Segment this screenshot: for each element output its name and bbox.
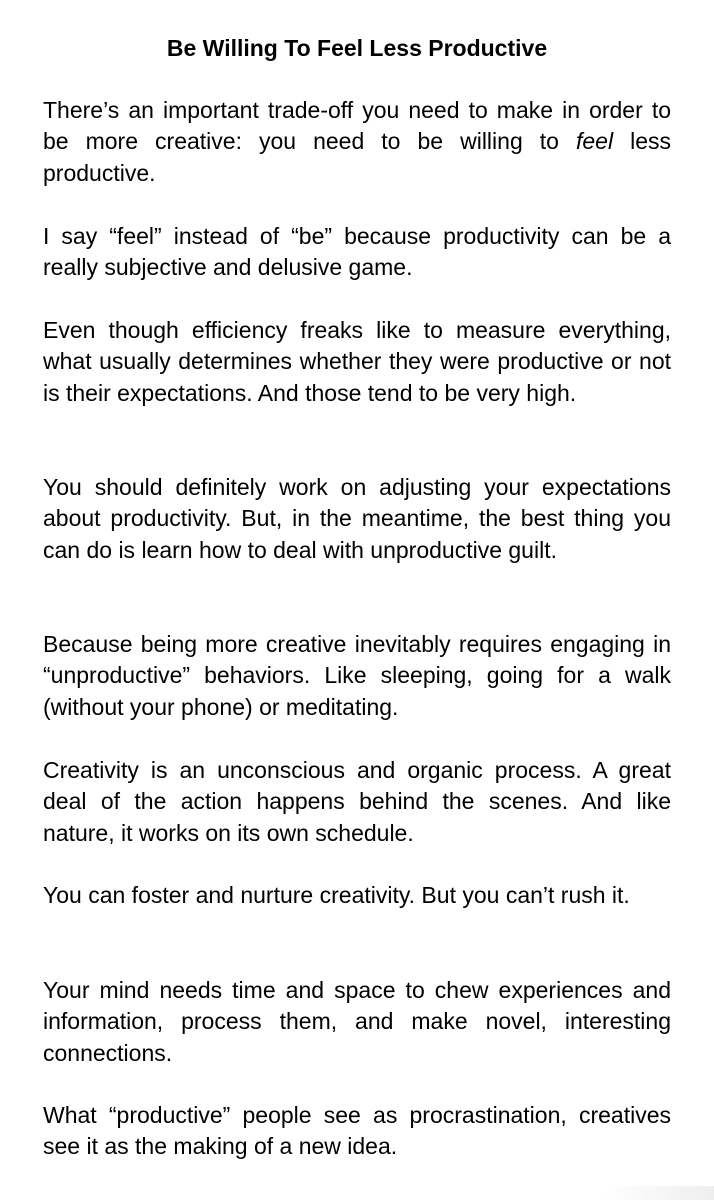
paragraph-1-emphasis: feel	[575, 128, 614, 155]
page-corner-shadow	[604, 1186, 714, 1200]
paragraph-1	[43, 95, 671, 189]
paragraph-1-text-after: less productive.	[43, 128, 672, 186]
paragraph-2: I say “feel” instead of “be” because productivity can be a really subjective and delusive game.	[43, 223, 671, 281]
paragraph-8: Your mind needs time and space to chew experiences and information, process them, and make novel, interesting connections.	[43, 977, 671, 1066]
paragraph-9: What “productive” people see as procrastination, creatives see it as the making of a new idea.	[43, 1102, 671, 1160]
page-title: Be Willing To Feel Less Productive	[166, 35, 548, 61]
paragraph-5: Because being more creative inevitably requires engaging in “unproductive” behaviors. Like sleeping, going for a walk (without your phone) or meditating.	[43, 631, 671, 720]
paragraph-7: You can foster and nurture creativity. But you can’t rush it.	[43, 882, 630, 908]
paragraph-1-text-before: There’s an important trade-off you need to make in order to be more creative: you need to be willing to	[43, 97, 671, 155]
paragraph-3: Even though efficiency freaks like to measure everything, what usually determines whether they were productive or not is their expectations. And those tend to be very high.	[43, 317, 671, 406]
paragraph-4: You should definitely work on adjusting your expectations about productivity. But, in the meantime, the best thing you can do is learn how to deal with unproductive guilt.	[43, 474, 671, 563]
paragraph-6: Creativity is an unconscious and organic process. A great deal of the action happens behind the scenes. And like nature, it works on its own schedule.	[43, 757, 671, 846]
